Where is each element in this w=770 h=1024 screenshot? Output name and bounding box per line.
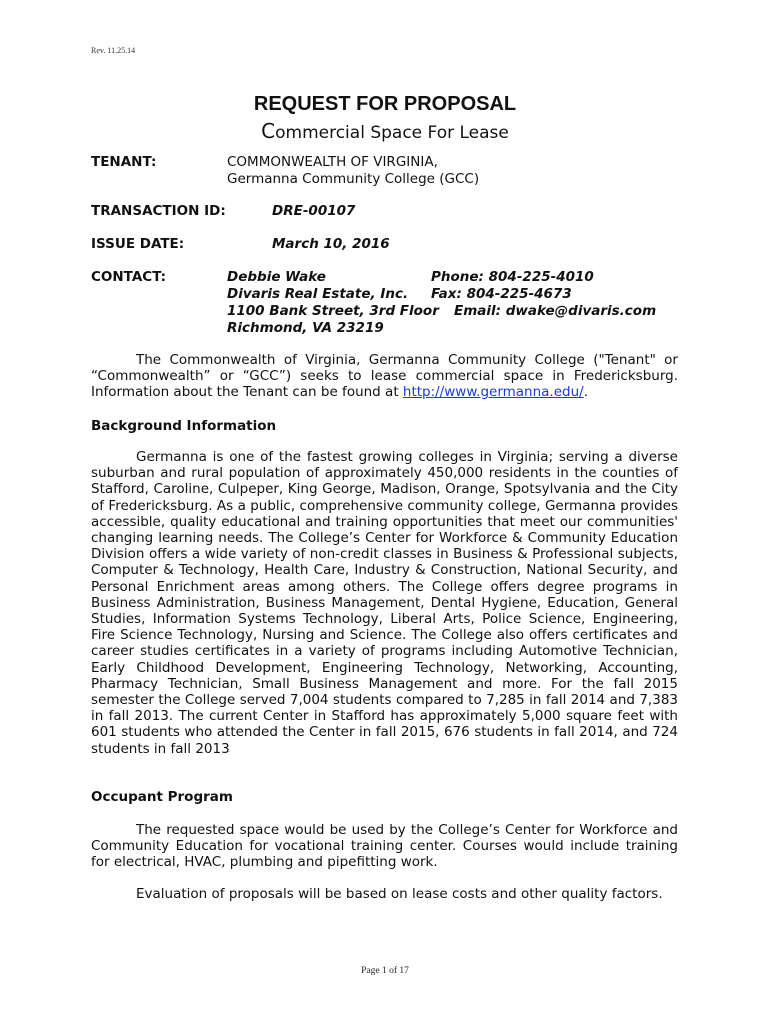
occupant-paragraph-1 bbox=[91, 822, 678, 871]
page-number: Page 1 of 17 bbox=[361, 966, 409, 976]
occupant-text-1: The requested space would be used by the College’s Center for Workforce and Community Education for vocational training center. Courses would include training for electrical, HVAC, plumbing and pipefitting work. bbox=[91, 822, 678, 871]
revision-label: Rev. 11.25.14 bbox=[91, 46, 136, 55]
contact-phone: Phone: 804-225-4010 bbox=[431, 269, 594, 285]
intro-text: The Commonwealth of Virginia, Germanna Community College ("Tenant" or “Commonwealth” or “GCC”) seeks to lease commercial space in Fredericksburg. Information about the Tenant can be found at bbox=[91, 352, 678, 401]
background-paragraph bbox=[91, 449, 678, 757]
issue-date-value: March 10, 2016 bbox=[272, 236, 390, 252]
tenant-line-1: COMMONWEALTH OF VIRGINIA, bbox=[227, 154, 438, 170]
transaction-id-label: TRANSACTION ID: bbox=[91, 203, 226, 219]
contact-name: Debbie Wake bbox=[227, 269, 326, 285]
contact-street: 1100 Bank Street, 3rd Floor bbox=[227, 303, 439, 319]
subtitle-initial: C bbox=[261, 119, 276, 143]
tenant-label: TENANT: bbox=[91, 154, 157, 170]
transaction-id-value: DRE-00107 bbox=[272, 203, 356, 219]
contact-label: CONTACT: bbox=[91, 269, 167, 285]
contact-city: Richmond, VA 23219 bbox=[227, 320, 384, 336]
contact-email: Email: dwake@divaris.com bbox=[454, 303, 657, 319]
intro-paragraph bbox=[91, 352, 678, 401]
tenant-line-2: Germanna Community College (GCC) bbox=[227, 171, 480, 187]
contact-company: Divaris Real Estate, Inc. bbox=[227, 286, 409, 302]
contact-fax: Fax: 804-225-4673 bbox=[431, 286, 572, 302]
germanna-website-link[interactable]: http://www.germanna.edu/ bbox=[402, 384, 584, 401]
document-subtitle bbox=[0, 119, 770, 143]
background-text: Germanna is one of the fastest growing colleges in Virginia; serving a diverse suburban and rural population of approximately 450,000 residents in the counties of Stafford, Caroline, Culpeper, King George, Madison, Orange, Spotsylvania and the City of Fredericksburg. As a public, comprehensive community college, Germanna provides accessible, quality educational and training opportunities that meet our communities' changing learning needs. The College’s Center for Workforce & Community Education Division offers a wide variety of non-credit classes in Business & Professional subjects, Computer & Technology, Health Care, Industry & Construction, National Security, and Personal Enrichment areas among others. The College offers degree programs in Business Administration, Business Management, Dental Hygiene, Education, General Studies, Information Systems Technology, Liberal Arts, Police Science, Engineering, Fire Science Technology, Nursing and Science. The College also offers certificates and career studies certificates in a variety of programs including Automotive Technician, Early Childhood Development, Engineering Technology, Networking, Accounting, Pharmacy Technician, Small Business Management and more. For the fall 2015 semester the College served 7,004 students compared to 7,285 in fall 2014 and 7,383 in fall 2013. The current Center in Stafford has approximately 5,000 square feet with 601 students who attended the Center in fall 2015, 676 students in fall 2014, and 724 students in fall 2013 bbox=[91, 449, 678, 757]
occupant-paragraph-2 bbox=[91, 886, 678, 902]
issue-date-label: ISSUE DATE: bbox=[91, 236, 185, 252]
subtitle-rest: ommercial Space For Lease bbox=[275, 123, 509, 143]
occupant-program-heading: Occupant Program bbox=[91, 789, 233, 805]
background-heading: Background Information bbox=[91, 418, 277, 434]
document-title: REQUEST FOR PROPOSAL bbox=[253, 93, 517, 115]
intro-end: . bbox=[583, 384, 589, 401]
occupant-text-2: Evaluation of proposals will be based on lease costs and other quality factors. bbox=[136, 886, 663, 902]
